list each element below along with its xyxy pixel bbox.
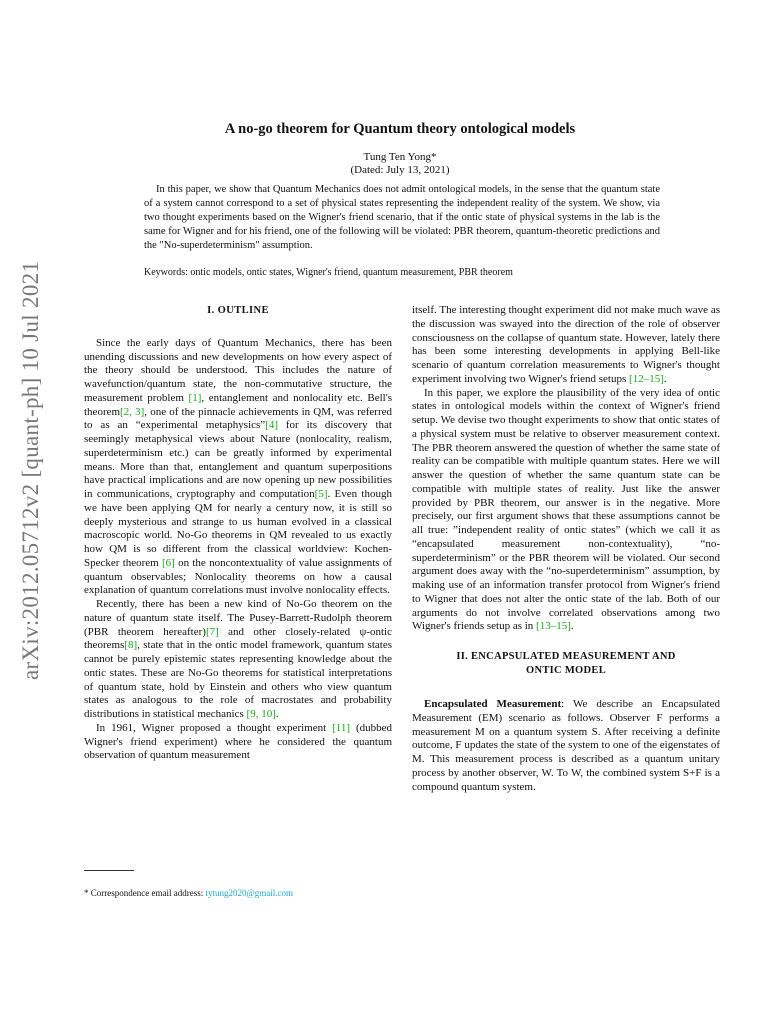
text-run: , entanglement and nonlocality etc. Bell's theorem: [84, 391, 392, 418]
citation-link[interactable]: [8]: [124, 639, 138, 652]
citation-link[interactable]: [7]: [205, 625, 219, 638]
date: (Dated: July 13, 2021): [350, 164, 450, 176]
email-link[interactable]: tytung2020@gmail.com: [205, 888, 293, 898]
arxiv-stamp: arXiv:2012.05712v2 [quant-ph] 10 Jul 2021: [18, 260, 43, 680]
citation-link[interactable]: [9, 10]: [246, 708, 276, 720]
text-run: on the noncontextuality of value assignments of quantum observables; Nonlocality theorems on how a causal explanation of quantum correlations must involve nonlocality effects.: [84, 556, 393, 597]
right-column: [412, 304, 720, 794]
text-run: In 1961, Wigner proposed a thought experiment: [96, 721, 333, 734]
run-in-heading: Encapsulated Measurement: [424, 698, 562, 710]
text-run: .: [275, 708, 279, 720]
text-run: (dubbed Wigner's friend experiment) where he considered the quantum observation of quantum measurement: [84, 721, 392, 762]
citation-link[interactable]: [11]: [332, 721, 351, 734]
text-run: : We describe an Encapsulated Measurement (EM) scenario as follows. Observer F performs a measurement M on a quantum system S. After receiving a definite outcome, F updates the state of the system to one of the eigenstates of M. This measurement process is described as a quantum unitary process by another observer, W. To W, the combined system S+F is a compound quantum system.: [412, 698, 720, 793]
text-run: Recently, there has been a new kind of No-Go theorem on the nature of quantum state itself. The Pusey-Barrett-Rudolph theorem (PBR theorem hereafter): [84, 598, 392, 638]
text-run: .: [663, 372, 667, 385]
text-run: and other closely-related ψ-ontic theorems: [84, 625, 392, 652]
text-run: In this paper, we explore the plausibility of the very idea of ontic states in ontological models within the context of Wigner's friend setup. We devise two thought experiments to show that ontic states of a physical system must be relative to observer measurement context. The PBR theorem answered the question of whether the same state of reality can be compatible with multiple quantum states. Here we will answer the question of whether the same quantum state can be compatible with multiple states of reality. Just like the answer provided by PBR theorem, our answer is in the negative. More precisely, our first argument shows that these assumptions cannot be all true: ”independent reality of ontic states” (which we call it as “encapsulated measurement non-contextuality), “no-superdeterminism” or the PBR theorem will be violated. Our second argument does away with the “no-superdeterminism” assumption, by making use of an information transfer protocol from Wigner's friend to Wigner that does not alter the ontic state of the lab. Both of our arguments do not involve correlated observations among two Wigner's friends setup as in: [412, 386, 720, 633]
paragraph: [84, 337, 392, 598]
text-run: itself. The interesting thought experiment did not make much wave as the discussion was swayed into the direction of the role of observer consciousness on the collapse of quantum state. However, lately there has been some interesting developments in applying Bell-like scenario of quantum correlation measurements to Wigner's thought experiment involving two Wigner's friend setups: [412, 304, 720, 385]
paper-title: A no-go theorem for Quantum theory ontological models: [224, 121, 576, 137]
paragraph: [84, 598, 392, 722]
paragraph: [412, 698, 720, 794]
citation-link[interactable]: [4]: [265, 419, 278, 432]
section-heading-outline: I. OUTLINE: [207, 305, 269, 316]
footnote-text: * Correspondence email address:: [84, 888, 206, 898]
abstract: In this paper, we show that Quantum Mechanics does not admit ontological models, in the sense that the quantum state of a system cannot correspond to a set of physical states representing the independent reality of the system. We show, via two thought experiments based on the Wigner's friend scenario, that if the ontic state of physical systems in the lab is the same for Wigner and for his friend, one of the following will be violated: PBR theorem, quantum-theoretic predictions and the "No-superdeterminism" assumption.: [144, 184, 660, 252]
text-run: Since the early days of Quantum Mechanics, there has been unending discussions and new developments on how every aspect of the theory should be understood. This includes the nature of wavefunction/quantum state, the non-commutative structure, the measurement problem: [84, 336, 392, 404]
citation-link[interactable]: [5]: [314, 488, 328, 500]
paragraph: [412, 304, 720, 387]
citation-link[interactable]: [13–15]: [536, 620, 571, 633]
text-run: for its discovery that seemingly metaphysical views about Nature (nonlocality, realism, superdeterminism etc.) can be greatly informed by experimental means. More than that, entanglement and quantum superpositions have practical implications and are now opening up new possibilities in communications, cryptography and computation: [84, 419, 392, 500]
section-heading-encapsulated: [412, 650, 720, 678]
citation-link[interactable]: [6]: [162, 556, 175, 569]
citation-link[interactable]: [1]: [188, 391, 202, 404]
paragraph: [84, 722, 392, 763]
heading-line: II. ENCAPSULATED MEASUREMENT AND: [456, 651, 676, 662]
citation-link[interactable]: [2, 3]: [120, 405, 145, 418]
author: Tung Ten Yong*: [363, 151, 437, 163]
footnote-rule: [84, 870, 134, 871]
text-run: , one of the pinnacle achievements in QM, was referred to as an “experimental metaphysics”: [84, 405, 392, 432]
citation-link[interactable]: [12–15]: [629, 372, 664, 385]
heading-line: ONTIC MODEL: [525, 665, 606, 676]
text-run: , state that in the ontic model framework, quantum states cannot be purely epistemic states representing knowledge about the ontic states. These are No-Go theorems for statistical interpretations of quantum state, hold by Einstein and others who view quantum states as analogous to the role of macrostates and probability distributions in statistical mechanics: [84, 639, 392, 720]
keywords: Keywords: ontic models, ontic states, Wigner's friend, quantum measurement, PBR theorem: [144, 267, 513, 278]
paragraph: [412, 387, 720, 635]
text-run: . Even though we have been applying QM for nearly a century now, it is still so deeply mysterious and strange to us human evolved in a classical macroscopic world. No-Go theorems in QM revealed to us exactly how QM is so different from the classical worldview: Kochen-Specker theorem: [84, 488, 392, 569]
footnote: [84, 888, 392, 898]
left-column: [84, 302, 392, 763]
text-run: .: [570, 620, 574, 633]
